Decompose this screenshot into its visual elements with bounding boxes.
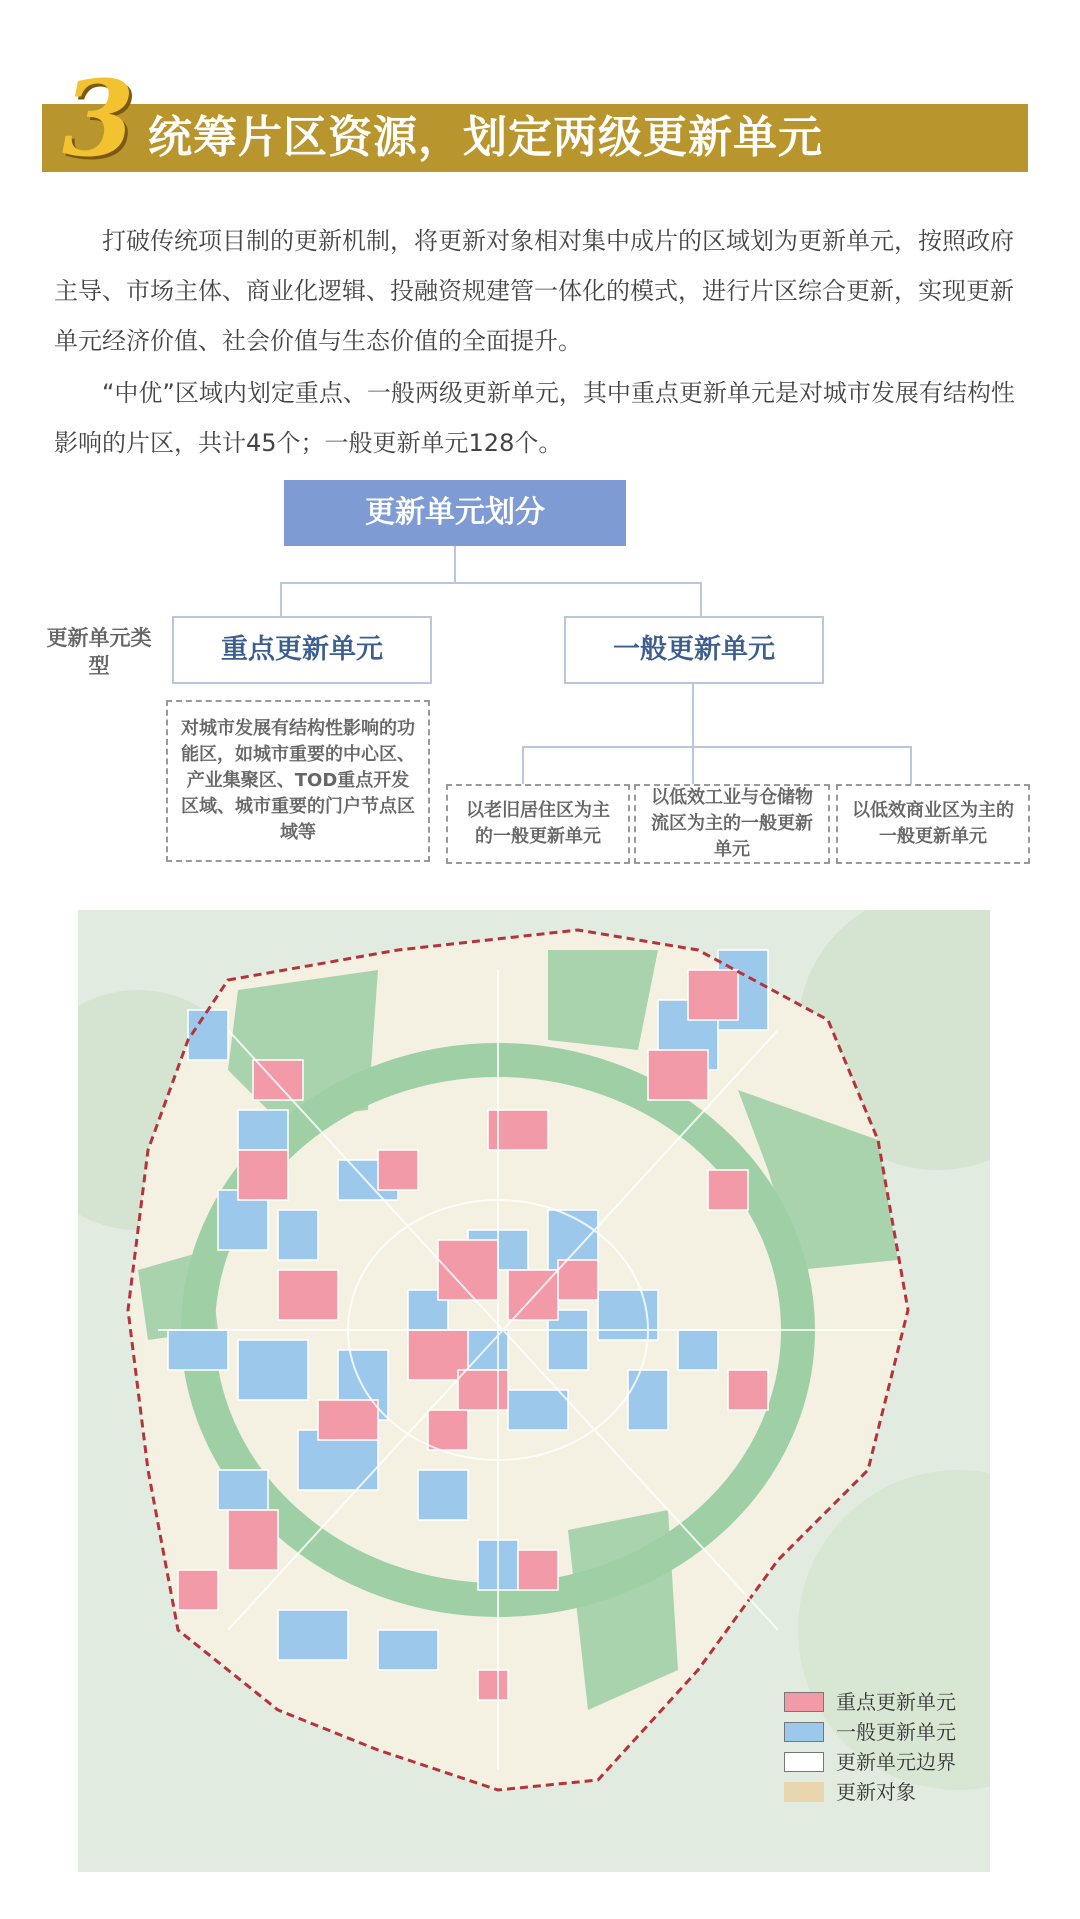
- section-title: 统筹片区资源，划定两级更新单元: [148, 112, 823, 163]
- legend-item: [784, 1750, 1004, 1774]
- general-unit-industrial: [634, 784, 830, 864]
- general-unit-residential: [446, 784, 630, 864]
- legend-label: 重点更新单元: [836, 1690, 956, 1714]
- legend-swatch: [784, 1722, 824, 1742]
- legend-item: [784, 1690, 1004, 1714]
- connector-line: [692, 746, 694, 784]
- connector-line: [700, 582, 702, 618]
- section-number: 3: [62, 57, 135, 180]
- legend-swatch: [784, 1782, 824, 1802]
- org-root-box: 更新单元划分: [284, 480, 626, 546]
- legend-swatch: [784, 1752, 824, 1772]
- legend-label: 更新单元边界: [836, 1750, 956, 1774]
- connector-line: [692, 682, 694, 746]
- units-paragraph: [54, 368, 1024, 468]
- legend-label: 一般更新单元: [836, 1720, 956, 1744]
- general-unit-commercial: [836, 784, 1030, 864]
- units-paragraph-text: “中优”区域内划定重点、一般两级更新单元，其中重点更新单元是对城市发展有结构性影响的片区，共计45个；一般更新单元128个。: [54, 379, 1015, 457]
- key-unit-box: 重点更新单元: [172, 616, 432, 684]
- connector-line: [280, 582, 282, 618]
- legend-item: [784, 1780, 1004, 1804]
- connector-line: [522, 746, 912, 748]
- general-unit-residential-text: 以老旧居住区为主的一般更新单元: [466, 800, 610, 847]
- connector-line: [522, 746, 524, 784]
- intro-paragraph-text: 打破传统项目制的更新机制，将更新对象相对集中成片的区域划为更新单元，按照政府主导、市场主体、商业化逻辑、投融资规建管一体化的模式，进行片区综合更新，实现更新单元经济价值、社会价值与生态价值的全面提升。: [54, 227, 1014, 355]
- general-unit-commercial-text: 以低效商业区为主的一般更新单元: [852, 800, 1014, 847]
- legend-swatch: [784, 1692, 824, 1712]
- connector-line: [910, 746, 912, 784]
- key-unit-description: [166, 700, 430, 862]
- unit-type-label: 更新单元类型: [46, 626, 152, 678]
- key-unit-description-text: 对城市发展有结构性影响的功能区，如城市重要的中心区、产业集聚区、TOD重点开发区域、城市重要的门户节点区域等: [181, 718, 415, 843]
- intro-paragraph: [54, 216, 1024, 366]
- general-unit-industrial-text: 以低效工业与仓储物流区为主的一般更新单元: [651, 787, 813, 860]
- connector-line: [454, 546, 456, 582]
- connector-line: [280, 582, 702, 584]
- legend-item: [784, 1720, 1004, 1744]
- general-unit-box: 一般更新单元: [564, 616, 824, 684]
- legend-label: 更新对象: [836, 1780, 916, 1804]
